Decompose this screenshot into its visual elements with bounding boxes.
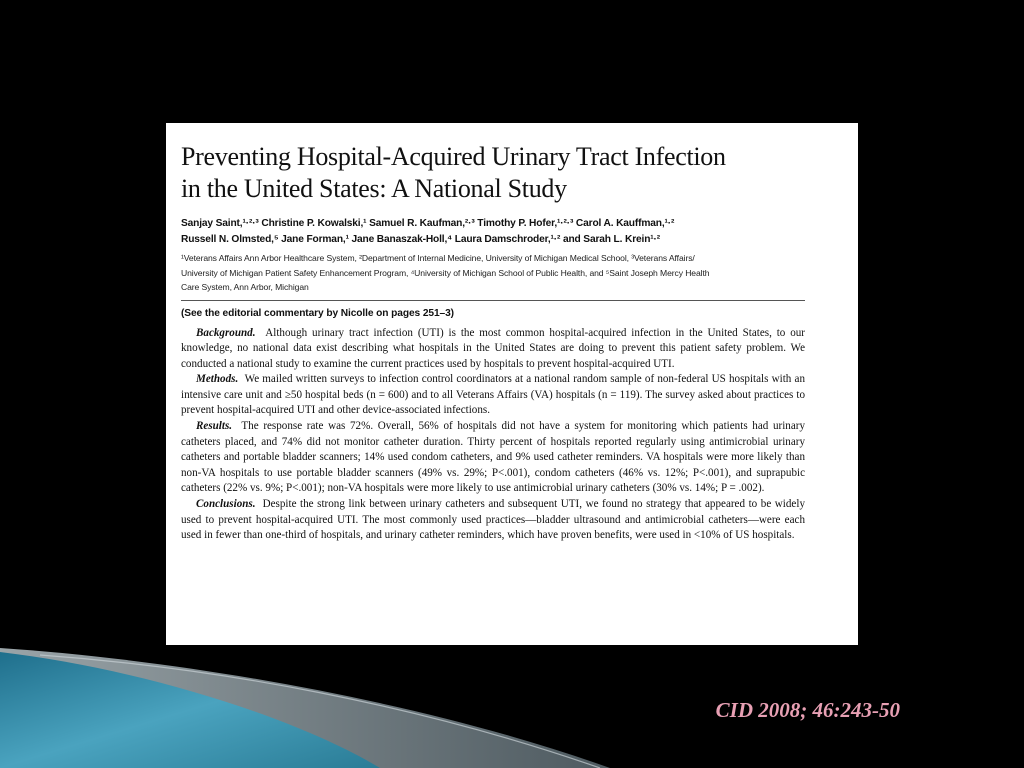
editorial-note: (See the editorial commentary by Nicolle on pages 251–3): [181, 307, 454, 319]
background-text: Although urinary tract infection (UTI) is the most common hospital-acquired infection in the United States, to our knowledge, no national data exist describing what hospitals in the United States are doing to prevent this patient safety problem. We conducted a national study to examine the current practices used by hospitals to prevent hospital-acquired UTI.: [181, 326, 806, 370]
abstract-methods: [181, 372, 805, 419]
author-line-2: Russell N. Olmsted,⁵ Jane Forman,¹ Jane Banaszak-Holl,⁴ Laura Damschroder,¹·² and Sarah L. Krein¹·²: [181, 234, 661, 245]
paper-title-line-2: in the United States: A National Study: [181, 174, 567, 203]
results-label: Results.: [196, 420, 233, 433]
paper-title-line-1: Preventing Hospital-Acquired Urinary Tract Infection: [181, 142, 726, 171]
divider: [181, 300, 805, 301]
paper-title: [181, 141, 805, 205]
affiliations: [181, 251, 805, 295]
author-list: [181, 216, 805, 248]
affiliation-line-2: University of Michigan Patient Safety Enhancement Program, ⁴University of Michigan School of Public Health, and ⁵Saint Joseph Mercy Health: [181, 267, 710, 278]
paper-excerpt: [166, 123, 858, 645]
abstract-background: [181, 326, 805, 373]
citation: CID 2008; 46:243-50: [715, 698, 900, 722]
methods-label: Methods.: [196, 373, 239, 386]
background-label: Background.: [196, 326, 256, 339]
conclusions-label: Conclusions.: [196, 498, 256, 511]
abstract-results: [181, 419, 805, 497]
methods-text: We mailed written surveys to infection control coordinators at a national random sample of non-federal US hospitals with an intensive care unit and ≥50 hospital beds (n = 600) and to all Veterans Affairs (VA) hospitals (n = 119). The survey asked about practices to prevent hospital-acquired UTI and other device-associated infections.: [181, 373, 806, 417]
affiliation-line-1: ¹Veterans Affairs Ann Arbor Healthcare System, ²Department of Internal Medicine, University of Michigan Medical School, ³Veterans Affairs/: [181, 253, 695, 263]
abstract-conclusions: [181, 497, 805, 544]
conclusions-text: Despite the strong link between urinary catheters and subsequent UTI, we found no strategy that appeared to be widely used to prevent hospital-acquired UTI. The most commonly used practices—bladder ultrasound and antimicrobial catheters—were each used in fewer than one-third of hospitals, and urinary catheter reminders, which have proven benefits, were used in <10% of US hospitals.: [181, 498, 805, 542]
results-text: The response rate was 72%. Overall, 56% of hospitals did not have a system for monitoring which patients had urinary catheters placed, and 74% did not monitor catheter duration. Thirty percent of hospitals reported regularly using antimicrobial urinary catheters and portable bladder scanners; 14% used condom catheters, and 9% used catheter reminders. VA hospitals were more likely than non-VA hospitals to use portable bladder scanners (49% vs. 29%; P<.001), condom catheters (46% vs. 12%; P<.001), and suprapubic catheters (22% vs. 9%; P<.001); non-VA hospitals were more likely to use antimicrobial urinary catheters (30% vs. 14%; P = .002).: [181, 420, 806, 495]
affiliation-line-3: Care System, Ann Arbor, Michigan: [181, 282, 309, 292]
author-line-1: Sanjay Saint,¹·²·³ Christine P. Kowalski,¹ Samuel R. Kaufman,²·³ Timothy P. Hofer,¹·²·³ Carol A. Kauffman,¹·²: [181, 218, 675, 229]
abstract: [181, 326, 805, 544]
